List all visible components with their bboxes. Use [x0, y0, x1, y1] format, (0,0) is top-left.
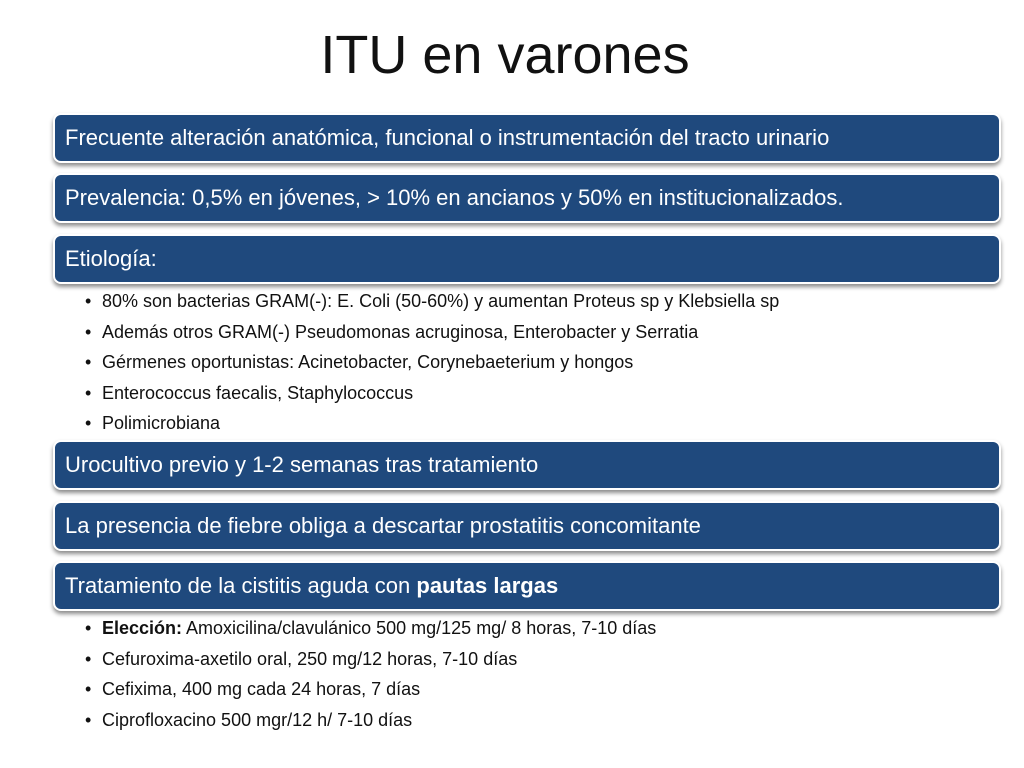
bar-tratamiento-text: Tratamiento de la cistitis aguda con	[65, 573, 417, 598]
list-item: • Gérmenes oportunistas: Acinetobacter, Corynebaeterium y hongos	[85, 347, 779, 378]
slide-title: ITU en varones	[320, 25, 690, 85]
list-item: • Polimicrobiana	[85, 408, 779, 439]
bar-urocultivo: Urocultivo previo y 1-2 semanas tras tratamiento	[53, 440, 1001, 490]
bar-etiologia: Etiología:	[53, 234, 1001, 284]
bar-tratamiento	[53, 561, 1001, 611]
tratamiento-list	[85, 613, 656, 735]
list-item: • Además otros GRAM(-) Pseudomonas acruginosa, Enterobacter y Serratia	[85, 317, 779, 348]
bar-fiebre: La presencia de fiebre obliga a descartar prostatitis concomitante	[53, 501, 1001, 551]
list-item: • Ciprofloxacino 500 mgr/12 h/ 7-10 días	[85, 705, 656, 736]
list-item: • Enterococcus faecalis, Staphylococcus	[85, 378, 779, 409]
list-item: • Cefuroxima-axetilo oral, 250 mg/12 horas, 7-10 días	[85, 644, 656, 675]
bar-alteracion: Frecuente alteración anatómica, funcional o instrumentación del tracto urinario	[53, 113, 1001, 163]
eleccion-text: Amoxicilina/clavulánico 500 mg/125 mg/ 8 horas, 7-10 días	[182, 618, 657, 638]
list-item: • Cefixima, 400 mg cada 24 horas, 7 días	[85, 674, 656, 705]
bar-prevalencia: Prevalencia: 0,5% en jóvenes, > 10% en ancianos y 50% en institucionalizados.	[53, 173, 1001, 223]
bar-tratamiento-bold: pautas largas	[416, 573, 559, 598]
list-item	[85, 613, 656, 644]
etiologia-list	[85, 286, 779, 439]
eleccion-label: Elección:	[102, 618, 183, 638]
list-item: • 80% son bacterias GRAM(-): E. Coli (50-60%) y aumentan Proteus sp y Klebsiella sp	[85, 286, 779, 317]
